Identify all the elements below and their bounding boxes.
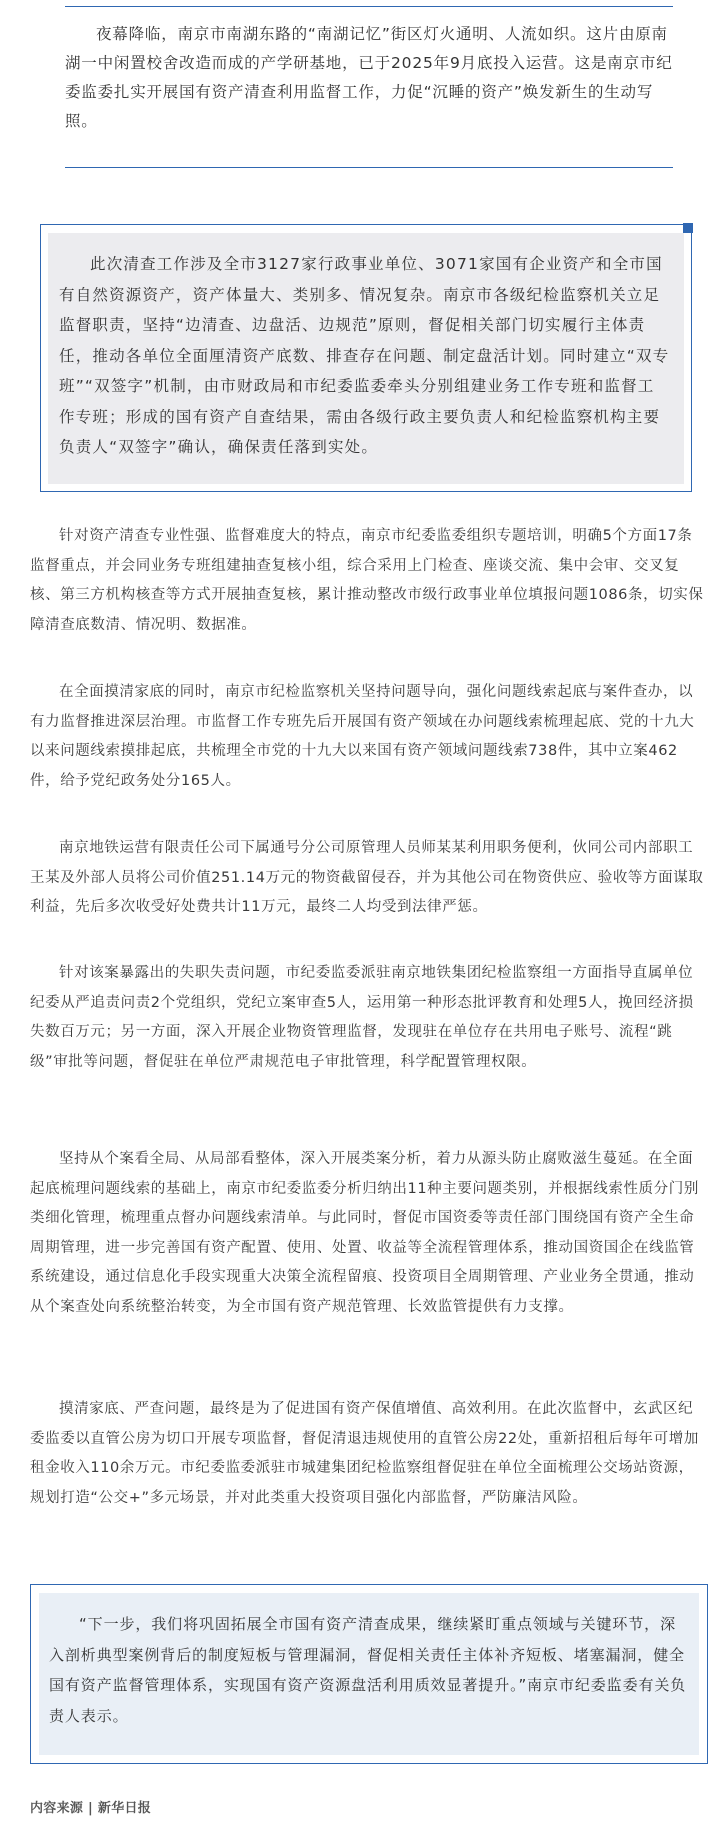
top-divider bbox=[65, 6, 673, 7]
body-paragraph: 针对资产清查专业性强、监督难度大的特点，南京市纪委监委组织专题培训，明确5个方面17条监督重点，并会同业务专班组建抽查复核小组，综合采用上门检查、座谈交流、集中会审、交叉复核、第三方机构核查等方式开展抽查复核，累计推动整改市级行政事业单位填报问题1086条，切实保障清查底数清、情况明、数据准。 bbox=[30, 528, 704, 633]
body-paragraph: 南京地铁运营有限责任公司下属通号分公司原管理人员师某某利用职务便利，伙同公司内部职工王某及外部人员将公司价值251.14万元的物资截留侵吞，并为其他公司在物资供应、验收等方面谋取利益，先后多次收受好处费共计11万元，最终二人均受到法律严惩。 bbox=[30, 840, 704, 915]
highlight-box bbox=[40, 224, 692, 492]
intro-paragraph: 夜幕降临，南京市南湖东路的“南湖记忆”街区灯火通明、人流如织。这片由原南湖一中闲置校舍改造而成的产学研基地，已于2025年9月底投入运营。这是南京市纪委监委扎实开展国有资产清查利用监督工作，力促“沉睡的资产”焕发新生的生动写照。 bbox=[65, 25, 673, 130]
quote-text: “下一步，我们将巩固拓展全市国有资产清查成果，继续紧盯重点领域与关键环节，深入剖析典型案例背后的制度短板与管理漏洞，督促相关责任主体补齐短板、堵塞漏洞，健全国有资产监督管理体系，实现国有资产资源盘活利用质效显著提升。”南京市纪委监委有关负责人表示。 bbox=[49, 1615, 687, 1725]
quote-box bbox=[30, 1584, 708, 1764]
content-source: 内容来源 | 新华日报 bbox=[30, 1801, 152, 1816]
body-paragraph: 坚持从个案看全局、从局部看整体，深入开展类案分析，着力从源头防止腐败滋生蔓延。在全面起底梳理问题线索的基础上，南京市纪委监委分析归纳出11种主要问题类别，并根据线索性质分门别类细化管理，梳理重点督办问题线索清单。与此同时，督促市国资委等责任部门围绕国有资产全生命周期管理，进一步完善国有资产配置、使用、处置、收益等全流程管理体系，推动国资国企在线监管系统建设，通过信息化手段实现重大决策全流程留痕、投资项目全周期管理、产业业务全贯通，推动从个案查处向系统整治转变，为全市国有资产规范管理、长效监管提供有力支撑。 bbox=[30, 1151, 699, 1315]
body-paragraph: 摸清家底、严查问题，最终是为了促进国有资产保值增值、高效利用。在此次监督中，玄武区纪委监委以直管公房为切口开展专项监督，督促清退违规使用的直管公房22处，重新招租后每年可增加租金收入110余万元。市纪委监委派驻市城建集团纪检监察组督促驻在单位全面梳理公交场站资源，规划打造“公交+”多元场景，并对此类重大投资项目强化内部监督，严防廉洁风险。 bbox=[30, 1401, 699, 1506]
intro-bottom-divider bbox=[65, 167, 673, 168]
body-paragraph: 针对该案暴露出的失职失责问题，市纪委监委派驻南京地铁集团纪检监察组一方面指导直属单位纪委从严追责问责2个党组织，党纪立案审查5人，运用第一种形态批评教育和处理5人，挽回经济损失数百万元；另一方面，深入开展企业物资管理监督，发现驻在单位存在共用电子账号、流程“跳级”审批等问题，督促驻在单位严肃规范电子审批管理，科学配置管理权限。 bbox=[30, 965, 694, 1070]
body-paragraph: 在全面摸清家底的同时，南京市纪检监察机关坚持问题导向，强化问题线索起底与案件查办，以有力监督推进深层治理。市监督工作专班先后开展国有资产领域在办问题线索梳理起底、党的十九大以来问题线索摸排起底，共梳理全市党的十九大以来国有资产领域问题线索738件，其中立案462件，给予党纪政务处分165人。 bbox=[30, 684, 695, 789]
corner-square-icon bbox=[683, 223, 693, 233]
highlight-box-text: 此次清查工作涉及全市3127家行政事业单位、3071家国有企业资产和全市国有自然资源资产，资产体量大、类别多、情况复杂。南京市各级纪检监察机关立足监督职责，坚持“边清查、边盘活、边规范”原则，督促相关部门切实履行主体责任，推动各单位全面厘清资产底数、排查存在问题、制定盘活计划。同时建立“双专班”“双签字”机制，由市财政局和市纪委监委牵头分别组建业务工作专班和监督工作专班；形成的国有资产自查结果，需由各级行政主要负责人和纪检监察机构主要负责人“双签字”确认，确保责任落到实处。 bbox=[59, 255, 670, 456]
